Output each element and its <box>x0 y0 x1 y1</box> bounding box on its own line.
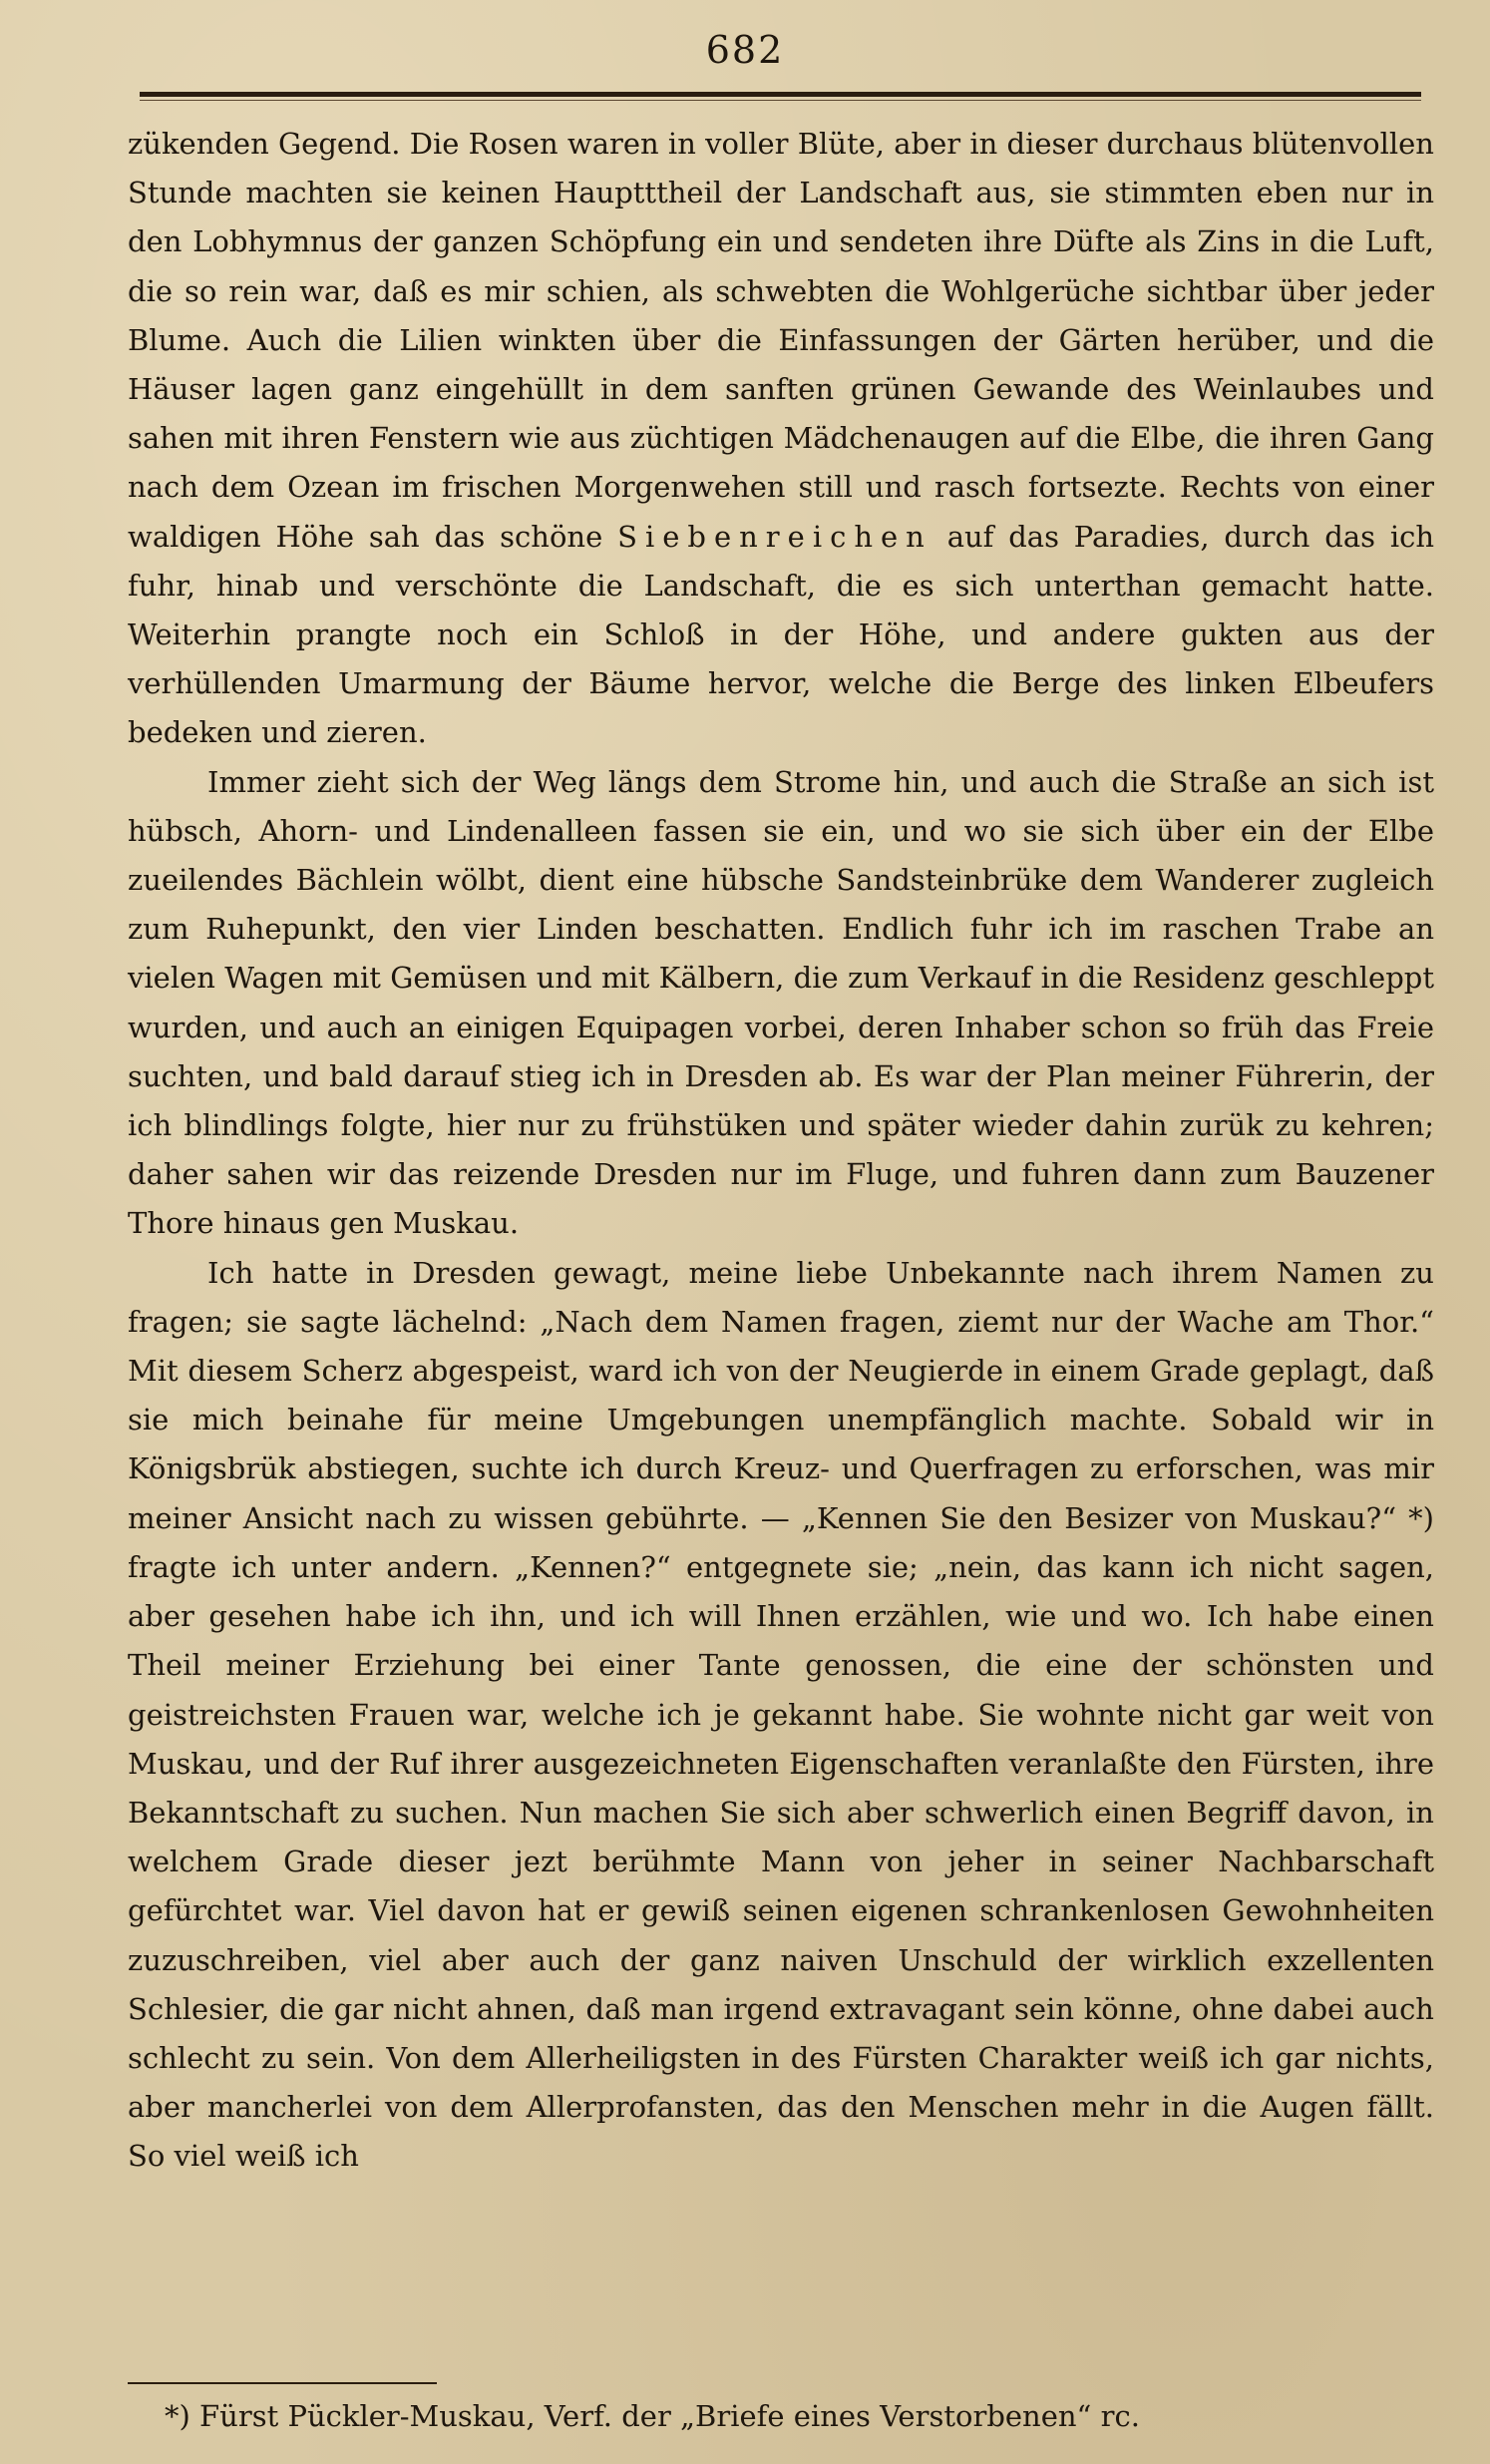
paragraph-1-text: zükenden Gegend. Die Rosen waren in voller Blüte, aber in dieser durchaus blütenvollen Stunde machten sie keinen Hauptttheil der Landschaft aus, sie stimmten eben nur in den Lobhymnus der ganzen Schöpfung ein und sendeten ihre Düfte als Zins in die Luft, die so rein war, daß es mir schien, als schwebten die Wohlgerüche sichtbar über jeder Blume. Auch die Lilien winkten über die Einfassungen der Gärten herüber, und die Häuser lagen ganz eingehüllt in dem sanften grünen Gewande des Weinlaubes und sahen mit ihren Fenstern wie aus züchtigen Mädchenaugen auf die Elbe, die ihren Gang nach dem Ozean im frischen Morgenwehen still und rasch fortsezte. Rechts von einer waldigen Höhe sah das schöne <box>128 127 1434 554</box>
header-rule-thin <box>140 100 1421 101</box>
page-number: 682 <box>705 28 785 72</box>
footnote-rule <box>128 2382 437 2384</box>
body-text <box>128 120 1434 2182</box>
spaced-place-name: Siebenreichen <box>617 519 932 554</box>
paragraph-1 <box>128 120 1434 758</box>
header-rule <box>140 92 1421 97</box>
paragraph-2: Immer zieht sich der Weg längs dem Strome hin, und auch die Straße an sich ist hübsch, Ahorn- und Lindenalleen fassen sie ein, und wo sie sich über ein der Elbe zueilendes Bächlein wölbt, dient eine hübsche Sandsteinbrüke dem Wanderer zugleich zum Ruhepunkt, den vier Linden beschatten. Endlich fuhr ich im raschen Trabe an vielen Wagen mit Gemüsen und mit Kälbern, die zum Verkauf in die Residenz geschleppt wurden, und auch an einigen Equipagen vorbei, deren Inhaber schon so früh das Freie suchten, und bald darauf stieg ich in Dresden ab. Es war der Plan meiner Führerin, der ich blindlings folgte, hier nur zu frühstüken und später wieder dahin zurük zu kehren; daher sahen wir das reizende Dresden nur im Fluge, und fuhren dann zum Bauzener Thore hinaus gen Muskau. <box>128 764 1434 1241</box>
footnote: *) Fürst Pückler-Muskau, Verf. der „Briefe eines Verstorbenen“ rc. <box>165 2399 1140 2433</box>
paragraph-3: Ich hatte in Dresden gewagt, meine liebe Unbekannte nach ihrem Namen zu fragen; sie sagte lächelnd: „Nach dem Namen fragen, ziemt nur der Wache am Thor.“ Mit diesem Scherz abgespeist, ward ich von der Neugierde in einem Grade geplagt, daß sie mich beinahe für meine Umgebungen unempfänglich machte. Sobald wir in Königsbrük abstiegen, suchte ich durch Kreuz- und Querfragen zu erforschen, was mir meiner Ansicht nach zu wissen gebührte. — „Kennen Sie den Besizer von Muskau?“ *) fragte ich unter andern. „Kennen?“ entgegnete sie; „nein, das kann ich nicht sagen, aber gesehen habe ich ihn, und ich will Ihnen erzählen, wie und wo. Ich habe einen Theil meiner Erziehung bei einer Tante genossen, die eine der schönsten und geistreichsten Frauen war, welche ich je gekannt habe. Sie wohnte nicht gar weit von Muskau, und der Ruf ihrer ausgezeichneten Eigenschaften veranlaßte den Fürsten, ihre Bekanntschaft zu suchen. Nun machen Sie sich aber schwerlich einen Begriff davon, in welchem Grade dieser jezt berühmte Mann von jeher in seiner Nachbarschaft gefürchtet war. Viel davon hat er gewiß seinen eigenen schrankenlosen Gewohnheiten zuzuschreiben, viel aber auch der ganz naiven Unschuld der wirklich exzellenten Schlesier, die gar nicht ahnen, daß man irgend extravagant sein könne, ohne dabei auch schlecht zu sein. Von dem Allerheiligsten in des Fürsten Charakter weiß ich gar nichts, aber mancherlei von dem Allerprofansten, das den Menschen mehr in die Augen fällt. So viel weiß ich <box>128 1255 1434 2174</box>
paragraph-1-text-after: auf das Paradies, durch das ich fuhr, hinab und verschönte die Landschaft, die es sich unterthan gemacht hatte. Weiterhin prangte noch ein Schloß in der Höhe, und andere gukten aus der verhüllenden Umarmung der Bäume hervor, welche die Berge des linken Elbeufers bedeken und zieren. <box>128 519 1435 750</box>
